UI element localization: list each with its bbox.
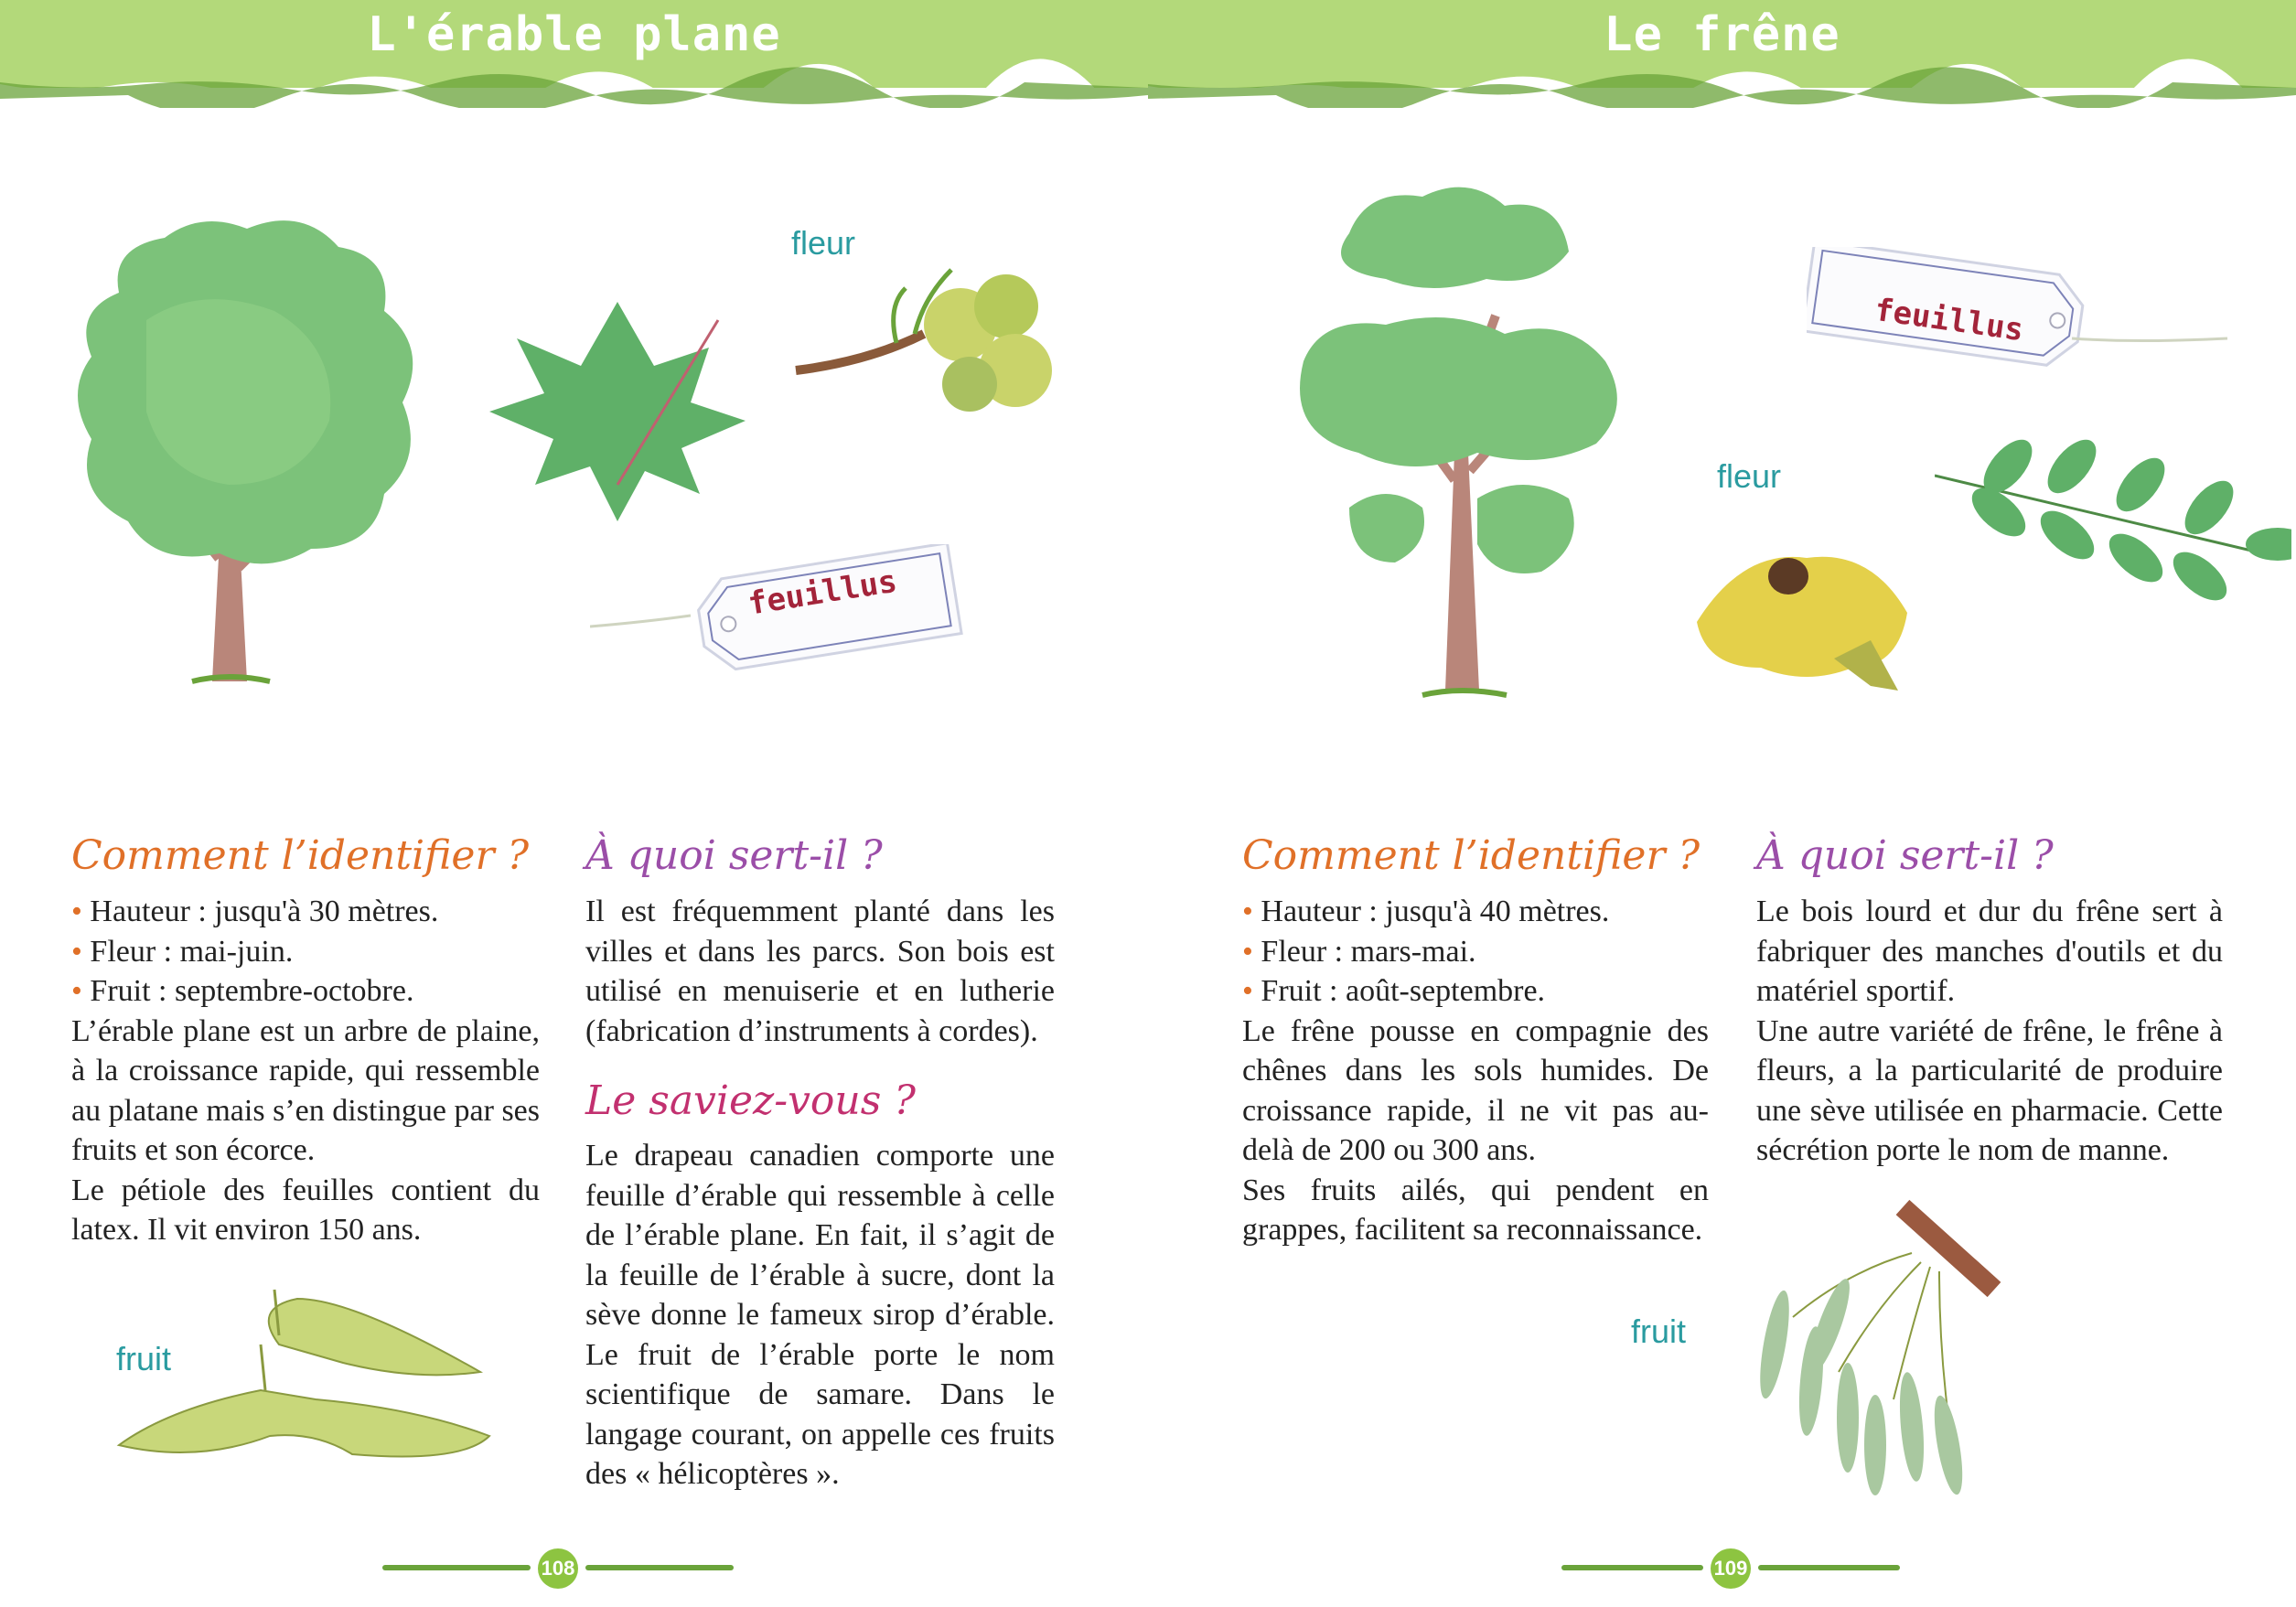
use-heading: À quoi sert-il ?: [1756, 832, 2054, 879]
page-title: L'érable plane: [367, 7, 781, 62]
use-paragraph: Une autre variété de frêne, le frêne à fleurs, a la particularité de produire une sève utilisée en pharmacie. Cette sécrétion porte le nom de manne.: [1756, 1013, 2223, 1167]
page-number-rule-right: [585, 1565, 734, 1570]
identify-paragraph: Le frêne pousse en compagnie des chênes dans les sols humides. De croissance rapide, il ne vit pas au-delà de 200 ou 300 ans.: [1242, 1013, 1709, 1167]
page-number: 108: [538, 1548, 578, 1589]
use-text: [1756, 892, 2223, 1171]
ash-flower-illustration: [1688, 530, 1926, 695]
identify-heading: Comment l’identifier ?: [71, 832, 530, 879]
fruit-label: fruit: [116, 1340, 172, 1377]
identify-text: [1242, 892, 1709, 1250]
maple-leaf-illustration: [480, 302, 755, 549]
tag-text: feuillus: [1872, 291, 2026, 349]
identify-paragraph: L’érable plane est un arbre de plaine, à la croissance rapide, qui ressemble au platane mais s’en distingue par ses fruits et son écorce.: [71, 1013, 540, 1167]
maple-flower-illustration: [787, 233, 1079, 434]
bullet-flower: • Fleur : mai-juin.: [71, 934, 294, 969]
page-header: [1148, 0, 2296, 108]
identify-text: [71, 892, 540, 1250]
ash-fruit-illustration: [1738, 1198, 2040, 1509]
flower-label: fleur: [791, 224, 856, 262]
use-heading: À quoi sert-il ?: [585, 832, 883, 879]
flower-label: fleur: [1717, 457, 1782, 495]
ash-tree-illustration: [1267, 178, 1679, 718]
page-title: Le frêne: [1604, 7, 1840, 62]
fruit-label: fruit: [1631, 1312, 1687, 1350]
know-heading: Le saviez-vous ?: [585, 1077, 916, 1124]
use-paragraph: Le bois lourd et dur du frêne sert à fabriquer des manches d'outils et du matériel sportif.: [1756, 895, 2223, 1008]
page-number: 109: [1711, 1548, 1751, 1589]
page-number-rule-right: [1758, 1565, 1900, 1570]
bullet-fruit: • Fruit : août-septembre.: [1242, 974, 1546, 1008]
use-paragraph: Il est fréquemment planté dans les villes et dans les parcs. Son bois est utilisé en menuiserie et en lutherie (fabrication d’instruments à cordes).: [585, 895, 1055, 1048]
know-text: [585, 1136, 1055, 1495]
bullet-fruit: • Fruit : septembre-octobre.: [71, 974, 414, 1008]
bullet-height: • Hauteur : jusqu'à 40 mètres.: [1242, 895, 1610, 928]
maple-fruit-illustration: [114, 1271, 499, 1482]
know-paragraph: Le drapeau canadien comporte une feuille d’érable qui ressemble à celle de l’érable plane. En fait, il s’agit de la feuille de l’érable à sucre, dont la sève donne le fameux sirop d’érable. Le fruit de l’érable porte le nom scientifique de samare. Dans le langage courant, on appelle ces fruits des « hélicoptères ».: [585, 1139, 1055, 1491]
bullet-height: • Hauteur : jusqu'à 30 mètres.: [71, 895, 439, 928]
identify-heading: Comment l’identifier ?: [1242, 832, 1701, 879]
maple-tree-illustration: [64, 210, 448, 704]
page-number-rule-left: [382, 1565, 531, 1570]
identify-paragraph: Ses fruits ailés, qui pendent en grappes, facilitent sa reconnaissance.: [1242, 1173, 1709, 1247]
ash-leaf-illustration: [1935, 430, 2291, 613]
bullet-flower: • Fleur : mars-mai.: [1242, 934, 1476, 969]
page-header: [0, 0, 1148, 108]
identify-paragraph: Le pétiole des feuilles contient du latex. Il vit environ 150 ans.: [71, 1173, 540, 1247]
tag-text: feuillus: [746, 562, 900, 623]
page-right: [1148, 0, 2296, 1607]
use-text: [585, 892, 1055, 1051]
page-number-rule-left: [1561, 1565, 1703, 1570]
